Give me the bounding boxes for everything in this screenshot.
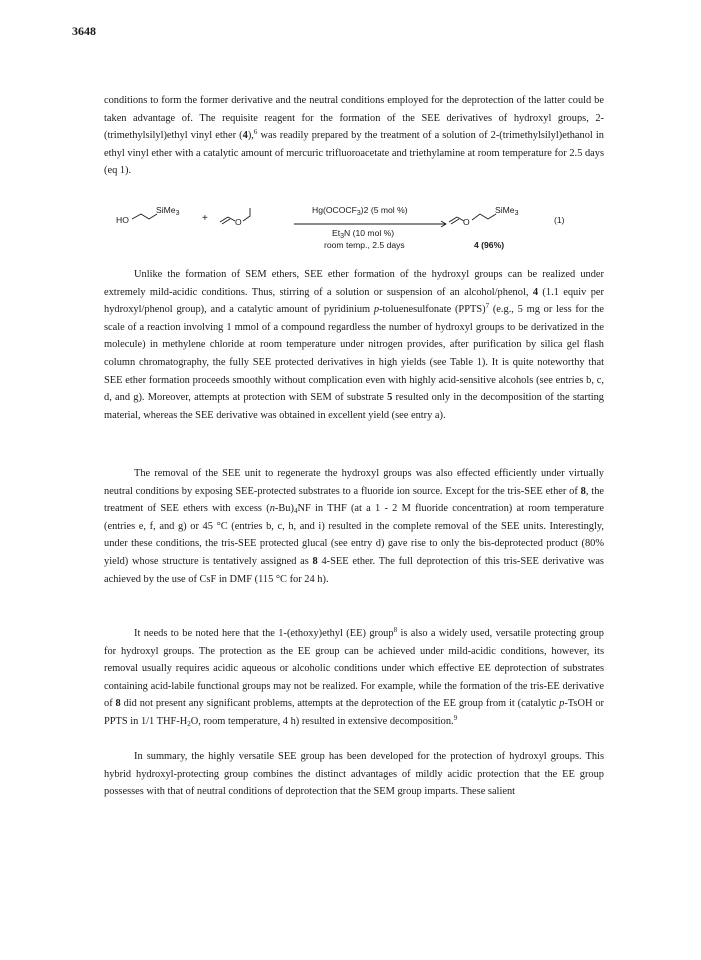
reaction-equation bbox=[104, 200, 604, 250]
reagent-mercury: $Hg(OCOCF_3)2$ (5 mol %) bbox=[312, 205, 408, 217]
reactant1-ho: HO bbox=[116, 215, 129, 225]
product-sime3: SiMe$_3$ bbox=[495, 205, 519, 217]
paragraph-2: Unlike the formation of SEM ethers, SEE ether formation of the hydroxyl groups can be realized under extremely mild-acidic conditions. Thus, stirring of a solution or suspension of an alcohol/phenol, 4 (1.1 equiv per hydroxyl/phenol group), and a catalytic amount of pyridinium p-toluenesulfonate (PPTS)$^7$ (e.g., 5 mg or less for the scale of a reaction involving 1 mmol of a compound regardless the number of hydroxyl groups to be derivatized in the molecule) in methylene chloride at room temperature under nitrogen provides, after purification by silica gel flash column chromatography, the fully SEE protected derivatives in high yields (see Table 1). It is quite noteworthy that SEE ether formation proceeds smoothly without complication even with highly acid-sensitive alcohols (see entries b, c, d, and g). Moreover, attempts at protection with SEM of substrate 5 resulted only in the decomposition of the starting material, whereas the SEE derivative was obtained in excellent yield (see entry a). bbox=[104, 269, 604, 421]
reaction-conditions: room temp., 2.5 days bbox=[324, 240, 405, 250]
page-number: 3648 bbox=[72, 24, 96, 38]
paragraph-3: The removal of the SEE unit to regenerate the hydroxyl groups was also effected efficiently under virtually neutral conditions by exposing SEE-protected substrates to a fluoride ion source. Except for the tris-SEE ether of 8, the treatment of SEE ethers with excess $(n-Bu)_4NF$ in THF (at a 1 - 2 M fluoride concentration) at room temperature (entries e, f, and g) or 45 °C (entries b, c, h, and i) resulted in the complete removal of the SEE units. Interestingly, under these conditions, the tris-SEE protected glucal (see entry d) gave rise to only the bis-deprotected product (80% yield) whose structure is tentatively assigned as 8 4-SEE ether. The full deprotection of this tris-SEE derivative was achieved by the use of CsF in DMF (115 °C for 24 h). bbox=[104, 468, 605, 585]
vinyl-ether-bonds bbox=[228, 217, 235, 221]
product-chain-bonds bbox=[472, 214, 496, 220]
ethyl-bonds bbox=[243, 208, 250, 221]
equation-number: (1) bbox=[554, 215, 565, 225]
reactant1-sime3: SiMe$_3$ bbox=[156, 205, 180, 217]
vinyl-ether-oxygen: O bbox=[235, 217, 242, 227]
product-label: 4 (96%) bbox=[474, 240, 505, 250]
paragraph-4: It needs to be noted here that the 1-(ethoxy)ethyl (EE) group$^8$ is also a widely used, versatile protecting group for hydroxyl groups. The protection as the EE group can be achieved under mild-acidic conditions, however, its removal usually requires acidic aqueous or alcoholic conditions under which effective EE deprotection of substrates containing acid-labile functional groups may not be realized. For example, while the formation of the tris-EE derivative of 8 did not present any significant problems, attempts at the deprotection of the EE group from it (catalytic p-TsOH or PPTS in 1/1 THF-$H_2O$, room temperature, 4 h) resulted in extensive decomposition.$^9$ bbox=[104, 626, 604, 728]
paragraph-1: conditions to form the former derivative and the neutral conditions employed for the deprotection of the latter could be taken advantage of. The requisite reagent for the formation of the SEE derivatives of hydroxyl groups, 2-(trimethylsilyl)ethyl vinyl ether (4),$^6$ was readily prepared by the treatment of a solution of 2-(trimethylsilyl)ethanol in ethyl vinyl ether with a catalytic amount of mercuric trifluoroacetate and triethylamine at room temperature for 2.5 days (eq 1). bbox=[104, 95, 604, 177]
reagent-triethylamine: $Et_3N$ (10 mol %) bbox=[332, 228, 395, 240]
product-oxygen: O bbox=[463, 217, 470, 227]
paragraph-5: In summary, the highly versatile SEE group has been developed for the protection of hydroxyl groups. This hybrid hydroxyl-protecting group combines the distinct advantages of mildly acidic protection that the EE group possesses with that of neutral conditions of deprotection that the SEM group imparts. These salient bbox=[104, 751, 604, 798]
reactant1-bonds bbox=[132, 214, 157, 219]
plus-sign: + bbox=[202, 213, 208, 224]
